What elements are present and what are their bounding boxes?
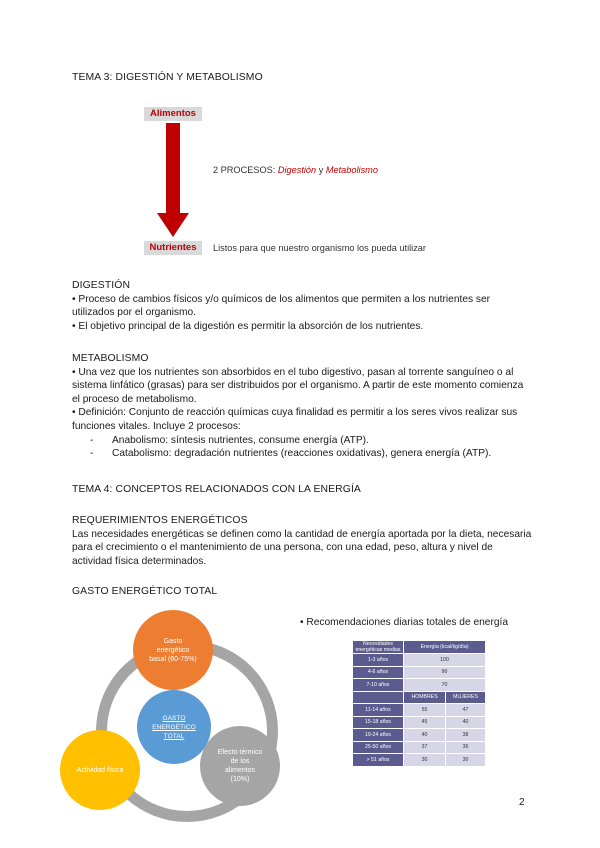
arrow-shaft [166, 123, 180, 215]
list-item-catabolismo [72, 447, 532, 461]
digestion-p2: • El objetivo principal de la digestión es permitir la absorción de los nutrientes. [72, 320, 424, 332]
table-row [353, 716, 486, 729]
basal-line1: Gasto [163, 637, 183, 645]
row-value: 90 [404, 666, 486, 679]
row-label: 15-18 años [353, 716, 404, 729]
tema4-title: TEMA 4: CONCEPTOS RELACIONADOS CON LA ENERGÍA [72, 484, 361, 495]
list-item-anabolismo [72, 434, 532, 448]
row-h: 40 [404, 729, 446, 742]
down-arrow-icon [157, 213, 189, 237]
dash-1: - [90, 434, 94, 446]
efecto-line4: (10%) [230, 776, 250, 783]
row-label: 1-3 años [353, 654, 404, 667]
box-nutrientes: Nutrientes [144, 241, 202, 255]
col-hombres: HOMBRES [404, 691, 446, 704]
requerimientos-p1: Las necesidades energéticas se definen como la cantidad de energía aportada por la dieta, necesaria para el crecimiento o el mantenimiento de una persona, con una edad, peso, altura y nivel de actividad física determinados. [72, 528, 532, 567]
nutrientes-note: Listos para que nuestro organismo los pueda utilizar [213, 243, 426, 253]
table-head-left: Necesidades energéticas medias [353, 641, 404, 654]
col-mujeres: MUJERES [446, 691, 486, 704]
table-head-right: Energía (kcal/kg/día) [404, 641, 486, 654]
metabolismo-heading: METABOLISMO [72, 353, 149, 364]
table-row [353, 666, 486, 679]
row-label: 11-14 años [353, 704, 404, 717]
tema3-title: TEMA 3: DIGESTIÓN Y METABOLISMO [72, 72, 263, 83]
table-row [353, 704, 486, 717]
table-row [353, 729, 486, 742]
row-m: 38 [446, 729, 486, 742]
row-m: 40 [446, 716, 486, 729]
process-note [213, 165, 378, 175]
row-label: > 51 años [353, 754, 404, 767]
digestion-heading: DIGESTIÓN [72, 280, 131, 291]
row-label: 25-50 años [353, 741, 404, 754]
row-value: 100 [404, 654, 486, 667]
row-label: 7-10 años [353, 679, 404, 692]
process-digestion: Digestión [277, 165, 317, 175]
efecto-line3: alimentos [225, 767, 255, 774]
page-number: 2 [519, 797, 525, 808]
circle-actividad [60, 730, 140, 810]
dash-2: - [90, 448, 94, 460]
energy-table [352, 640, 486, 767]
basal-line2: energético [156, 646, 190, 654]
row-value: 70 [404, 679, 486, 692]
circle-efecto-termico [200, 726, 280, 806]
metabolismo-p1: • Una vez que los nutrientes son absorbidos en el tubo digestivo, pasan al torrente sanguíneo o al sistema linfático (grasas) para ser distribuidos por el organismo. A partir de este momento comienza el proceso de metabolismo. [72, 366, 524, 405]
requerimientos-heading: REQUERIMIENTOS ENERGÉTICOS [72, 515, 248, 526]
row-m: 47 [446, 704, 486, 717]
requerimientos-section [72, 514, 532, 568]
efecto-line1: Efecto térmico [217, 749, 263, 756]
digestion-p1: • Proceso de cambios físicos y/o químicos de los alimentos que permiten a los nutrientes ser utilizados por el organismo. [72, 293, 491, 319]
process-and: y [316, 165, 326, 175]
table-blank [353, 691, 404, 704]
table-row [353, 741, 486, 754]
circle-basal [133, 610, 213, 690]
catabolismo-text: Catabolismo: degradación nutrientes (reacciones oxidativas), genera energía (ATP). [112, 448, 492, 460]
metabolismo-section [72, 352, 532, 461]
gasto-total-label: GASTO ENERGÉTICO TOTAL [152, 714, 196, 740]
recomendaciones-label: • Recomendaciones diarias totales de energía [300, 617, 509, 628]
gasto-heading: GASTO ENERGÉTICO TOTAL [72, 586, 218, 597]
efecto-line2: de los [230, 758, 250, 765]
box-alimentos: Alimentos [144, 107, 202, 121]
table-row [353, 679, 486, 692]
row-h: 55 [404, 704, 446, 717]
anabolismo-text: Anabolismo: síntesis nutrientes, consume energía (ATP). [112, 434, 369, 446]
table-row [353, 754, 486, 767]
row-m: 30 [446, 754, 486, 767]
row-h: 45 [404, 716, 446, 729]
actividad-label: Actividad física [76, 766, 124, 774]
circle-gasto-total [137, 690, 211, 764]
row-label: 19-24 años [353, 729, 404, 742]
row-m: 36 [446, 741, 486, 754]
row-h: 30 [404, 754, 446, 767]
metabolismo-p2: • Definición: Conjunto de reacción químicas cuya finalidad es permitir a los seres vivos realizar sus funciones vitales. Incluye 2 procesos: [72, 407, 518, 432]
process-prefix: 2 PROCESOS: [213, 165, 278, 175]
digestion-section [72, 279, 532, 333]
row-label: 4-6 años [353, 666, 404, 679]
table-row [353, 654, 486, 667]
process-metabolism: Metabolismo [325, 165, 378, 175]
basal-line3: basal (60-75%) [149, 655, 197, 663]
row-h: 37 [404, 741, 446, 754]
